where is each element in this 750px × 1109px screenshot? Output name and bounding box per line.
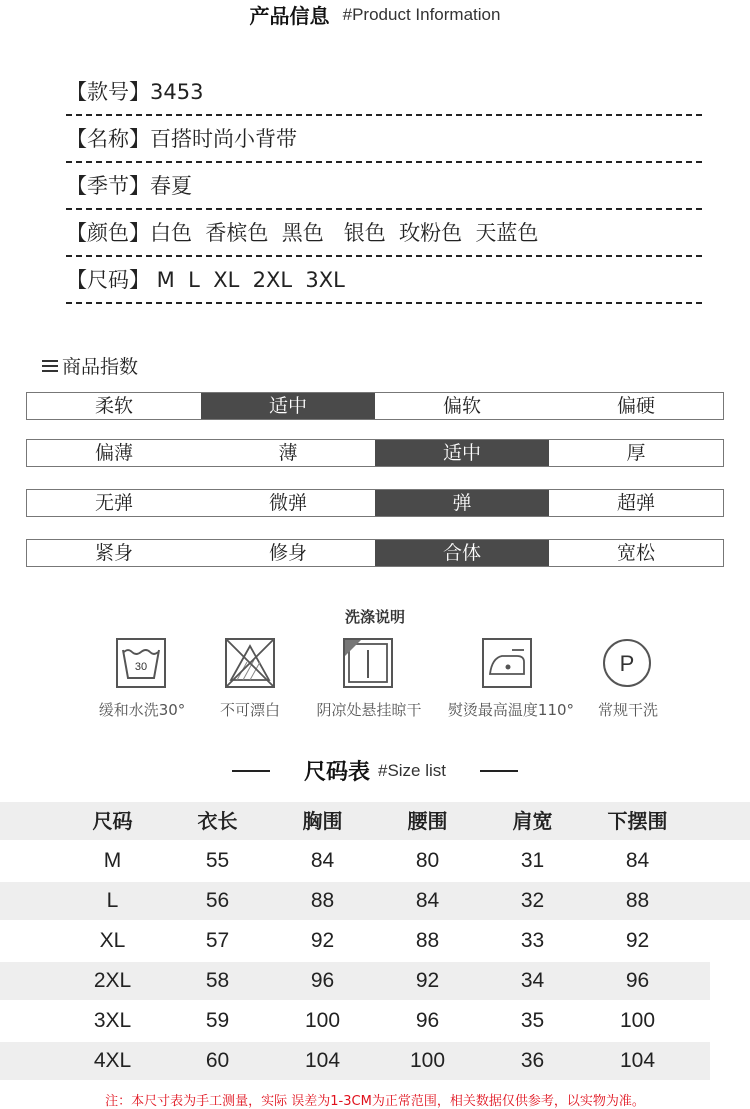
info-name: 【名称】百搭时尚小背带 — [66, 127, 297, 151]
table-cell: 104 — [619, 1049, 656, 1072]
table-row — [0, 962, 710, 1000]
table-cell: 34 — [520, 969, 545, 992]
info-row-colors — [66, 211, 702, 257]
table-cell: 56 — [205, 889, 230, 912]
table-cell: 84 — [625, 849, 650, 872]
info-row-sizes — [66, 258, 702, 304]
info-season: 【季节】春夏 — [66, 174, 192, 198]
info-row-season — [66, 164, 702, 210]
washing-title: 洗涤说明 — [344, 608, 405, 626]
index-option: 无弹 — [94, 492, 133, 514]
info-colors: 【颜色】白色 香槟色 黑色 银色 玫粉色 天蓝色 — [66, 221, 539, 245]
size-table-header-cell: 肩宽 — [512, 809, 553, 833]
table-cell: 100 — [304, 1009, 341, 1032]
index-row-thickness — [26, 439, 724, 467]
index-option: 微弹 — [268, 492, 307, 514]
measurement-note: 注：本尺寸表为手工测量，实际 误差为1-3CM为正常范围，相关数据仅供参考，以实物为准。 — [105, 1094, 645, 1109]
table-cell: 36 — [520, 1049, 545, 1072]
size-table-header-cell: 衣长 — [197, 809, 238, 833]
index-option: 紧身 — [94, 542, 133, 564]
size-table-header — [0, 802, 750, 840]
info-sizes: 【尺码】 M L XL 2XL 3XL — [66, 268, 345, 292]
table-cell: 100 — [409, 1049, 446, 1072]
size-list-title-cn: 尺码表 — [303, 760, 370, 785]
table-row — [0, 842, 750, 880]
info-row-style-no — [66, 70, 702, 116]
table-row — [0, 1042, 710, 1080]
wash-label-gentle: 缓和水洗30° — [98, 701, 186, 719]
index-option-selected: 适中 — [375, 440, 549, 466]
table-cell: 33 — [520, 929, 545, 952]
table-cell: 80 — [415, 849, 440, 872]
table-cell: 59 — [205, 1009, 230, 1032]
product-index-title: 商品指数 — [62, 356, 139, 378]
info-row-name — [66, 117, 702, 163]
index-row-softness — [26, 392, 724, 420]
size-table-header-cell: 下摆围 — [607, 809, 668, 833]
index-row-fit — [26, 539, 724, 567]
size-list-heading — [0, 755, 750, 785]
table-cell: 2XL — [93, 969, 132, 992]
table-cell: XL — [99, 929, 126, 952]
index-option: 超弹 — [616, 492, 655, 514]
wash-label-dry-shade: 阴凉处悬挂晾干 — [316, 701, 422, 719]
table-cell: 57 — [205, 929, 230, 952]
index-option-selected: 适中 — [201, 393, 375, 419]
table-cell: 4XL — [93, 1049, 132, 1072]
wash-label-dry-clean: 常规干洗 — [597, 701, 658, 719]
table-cell: 96 — [310, 969, 335, 992]
index-option: 薄 — [278, 442, 298, 464]
index-option: 偏软 — [442, 395, 481, 417]
table-cell: 92 — [415, 969, 440, 992]
table-cell: 84 — [415, 889, 440, 912]
product-info-title-en: #Product Information — [342, 4, 501, 24]
table-cell: 58 — [205, 969, 230, 992]
table-cell: 92 — [310, 929, 335, 952]
divider — [480, 770, 518, 772]
table-cell: 88 — [310, 889, 335, 912]
table-cell: 88 — [625, 889, 650, 912]
iron-icon — [482, 638, 532, 688]
index-option: 偏硬 — [616, 395, 655, 417]
table-cell: 32 — [520, 889, 545, 912]
index-option: 柔软 — [94, 395, 133, 417]
table-cell: M — [103, 849, 122, 872]
product-index-heading — [42, 352, 138, 379]
wash-30-icon — [116, 638, 166, 688]
table-cell: 35 — [520, 1009, 545, 1032]
table-cell: 88 — [415, 929, 440, 952]
index-option: 厚 — [626, 442, 646, 464]
table-cell: 60 — [205, 1049, 230, 1072]
table-cell: 96 — [415, 1009, 440, 1032]
divider — [232, 770, 270, 772]
table-cell: 100 — [619, 1009, 656, 1032]
table-cell: L — [106, 889, 119, 912]
size-table-header-cell: 尺码 — [92, 809, 133, 833]
table-cell: 3XL — [93, 1009, 132, 1032]
info-style-no: 【款号】3453 — [66, 80, 204, 104]
table-cell: 104 — [304, 1049, 341, 1072]
product-info-title-cn: 产品信息 — [249, 4, 330, 28]
table-cell: 55 — [205, 849, 230, 872]
dry-clean-letter: P — [619, 651, 635, 676]
table-cell: 92 — [625, 929, 650, 952]
table-cell: 84 — [310, 849, 335, 872]
size-table-header-cell: 胸围 — [302, 809, 343, 833]
wash-label-no-bleach: 不可漂白 — [219, 701, 280, 719]
table-cell: 96 — [625, 969, 650, 992]
line-dry-shade-icon — [343, 638, 393, 688]
no-bleach-icon — [225, 638, 275, 688]
size-table-header-cell: 腰围 — [407, 809, 448, 833]
product-info-heading — [0, 0, 750, 32]
table-row — [0, 1002, 750, 1040]
index-option: 偏薄 — [94, 442, 133, 464]
list-icon — [42, 360, 58, 372]
size-list-title-en: #Size list — [377, 760, 447, 780]
wash-label-iron: 熨烫最高温度110° — [447, 701, 575, 719]
wash-temperature: 30 — [134, 661, 148, 673]
index-option-selected: 合体 — [375, 540, 549, 566]
index-option: 修身 — [268, 542, 307, 564]
dry-clean-p-icon — [602, 638, 652, 688]
table-row — [0, 922, 750, 960]
index-option: 宽松 — [616, 542, 655, 564]
table-cell: 31 — [520, 849, 545, 872]
index-option-selected: 弹 — [375, 490, 549, 516]
table-row — [0, 882, 750, 920]
index-row-elasticity — [26, 489, 724, 517]
